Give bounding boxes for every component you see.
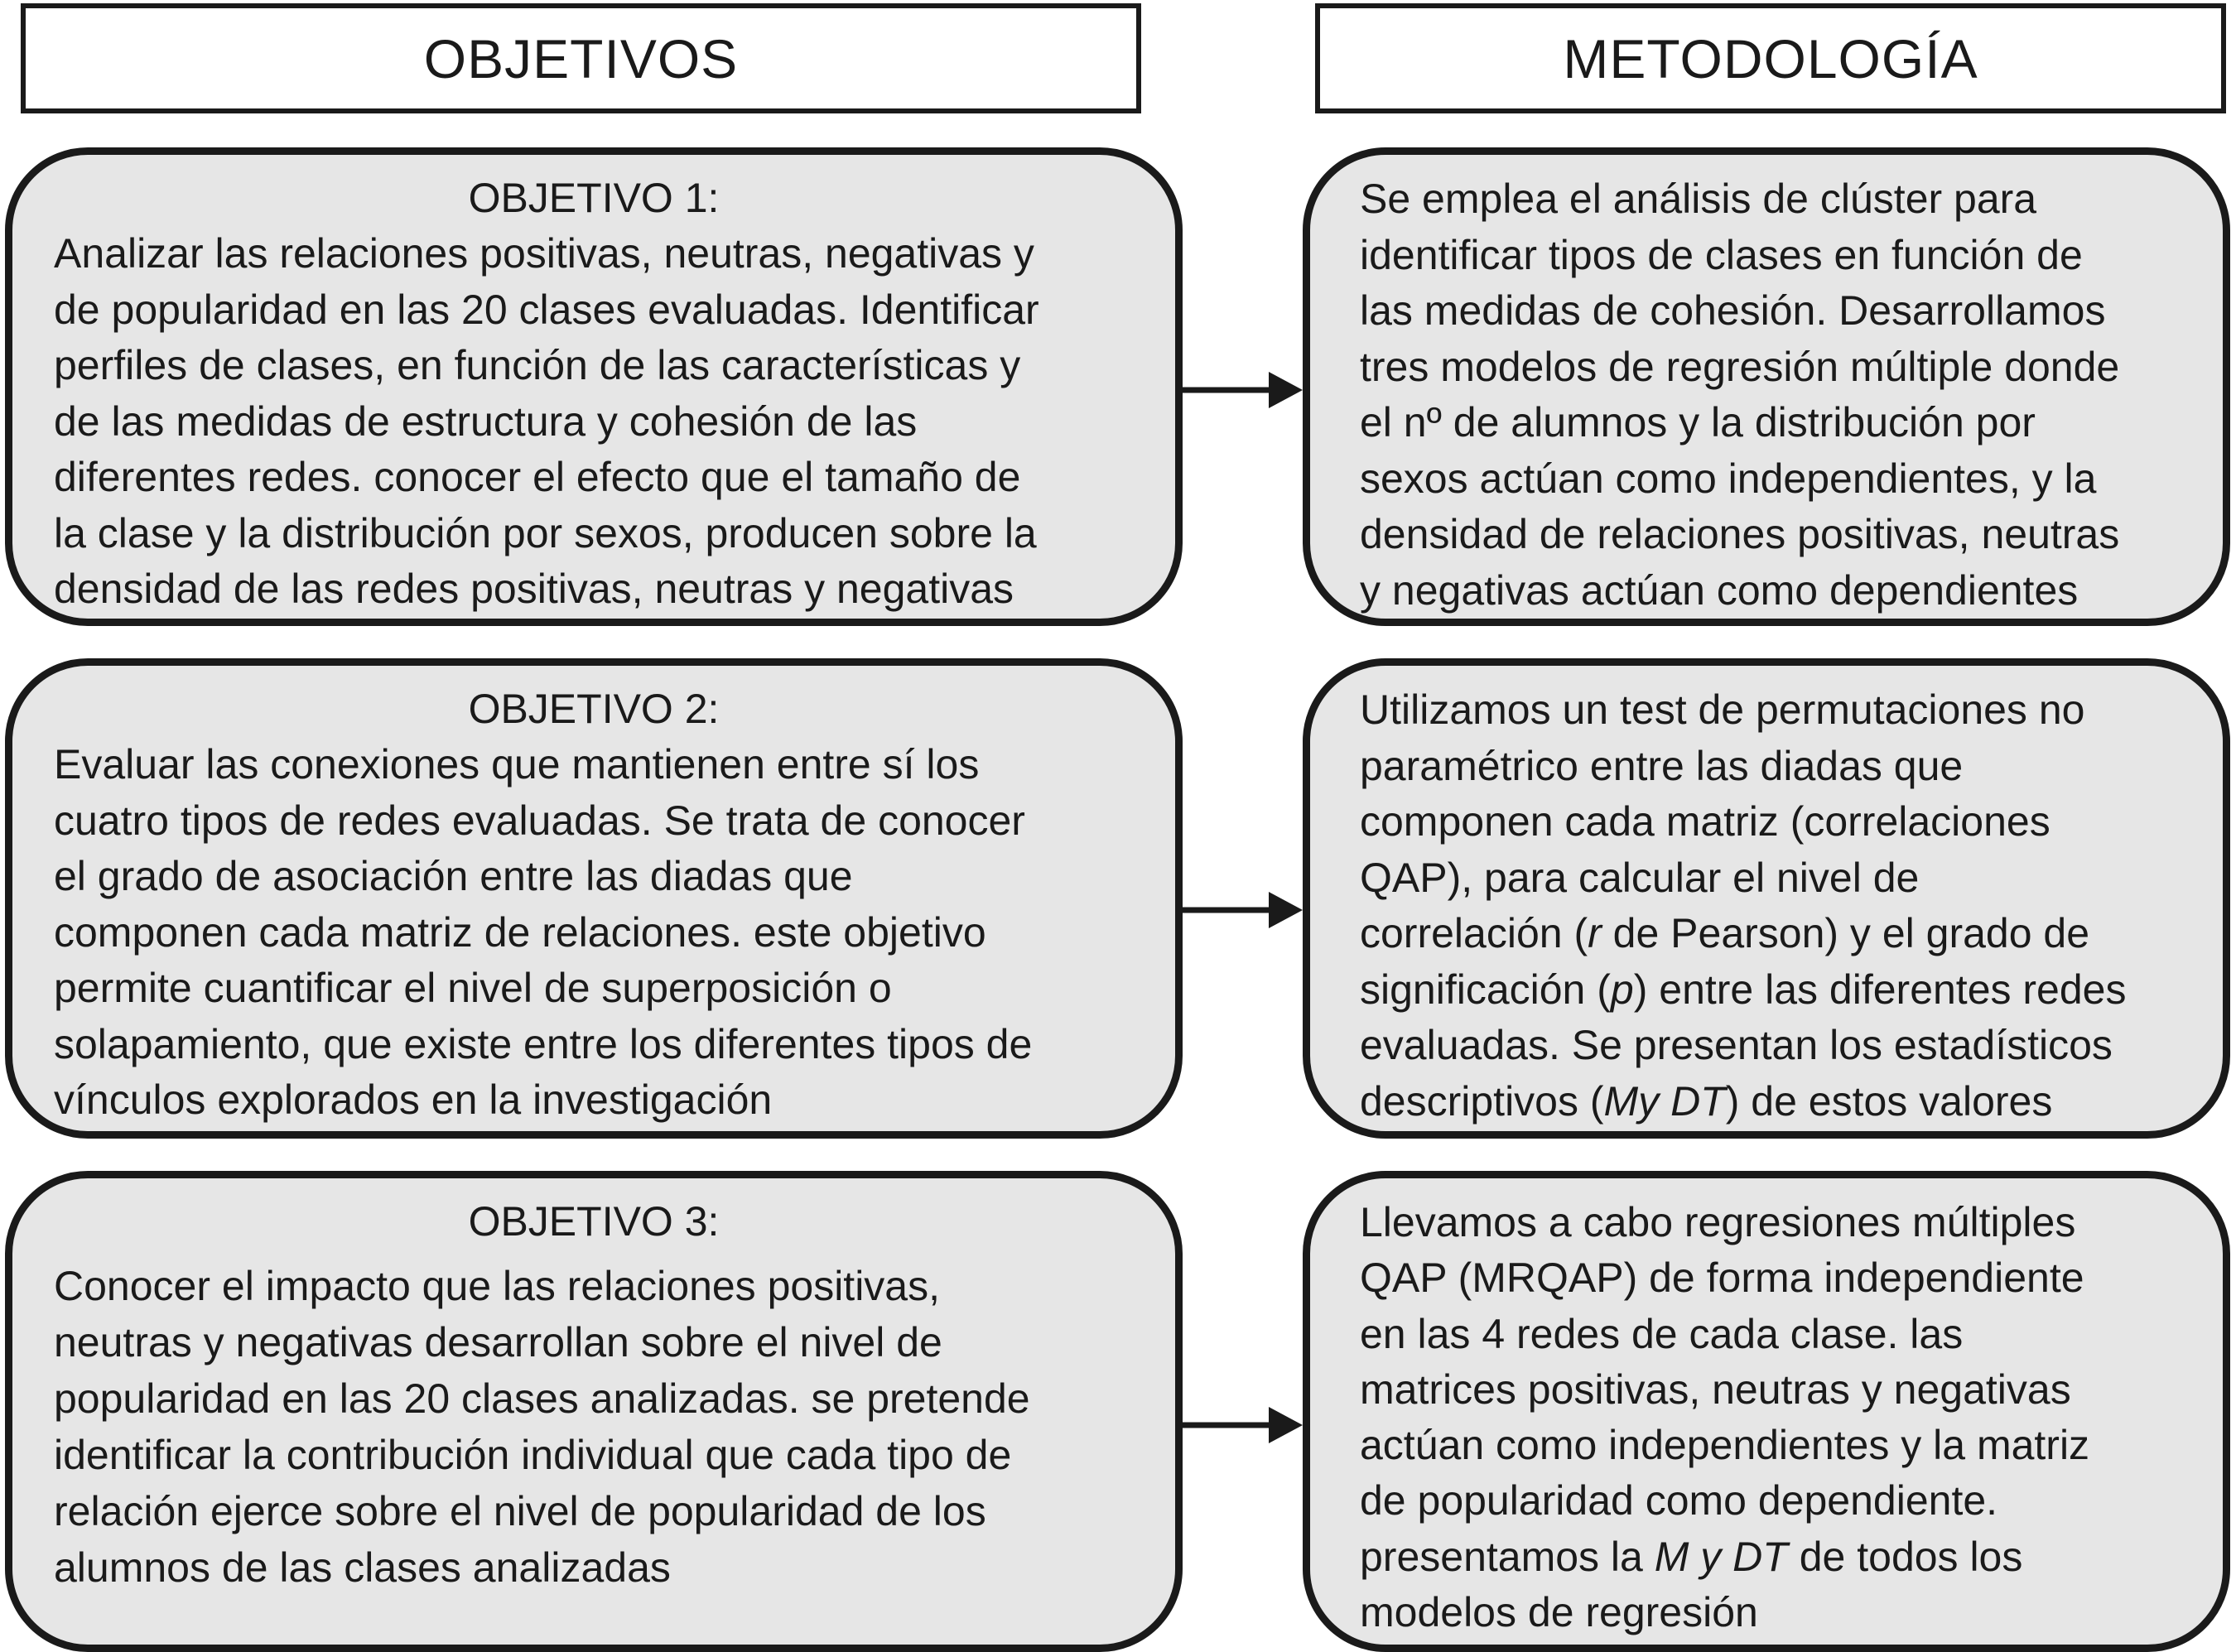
objective-2-text: Evaluar las conexiones que mantienen entre sí los cuatro tipos de redes evaluadas. Se trata de conocer el grado de asociación entre las diadas que componen cada matriz de relaciones. este objetivo permite cuantificar el nivel de superposición o solapamiento, que existe entre los diferentes tipos de vínculos explorados en la investigación xyxy=(54,741,1033,1123)
methodology-1-text: Se emplea el análisis de clúster para identificar tipos de clases en función de las medidas de cohesión. Desarrollamos tres modelos de regresión múltiple donde el nº de alumnos y la distribución por sexos actúan como independientes, y la densidad de relaciones positivas, neutras y negativas actúan como dependientes xyxy=(1360,176,2120,614)
methodology-2-text-a: Utilizamos un test de permutaciones no paramétrico entre las diadas que componen cada matriz (correlaciones QAP), para calcular el nivel de correlación ( xyxy=(1360,686,2085,956)
methodology-2-em-mdt: My DT xyxy=(1603,1077,1726,1125)
methodology-2-box xyxy=(1303,658,2230,1139)
methodology-1-box xyxy=(1303,147,2230,626)
objective-3-box xyxy=(5,1171,1183,1652)
methodology-3-text xyxy=(1360,1195,2208,1640)
objective-3-text: Conocer el impacto que las relaciones positivas, neutras y negativas desarrollan sobre el nivel de popularidad en las 20 clases analizadas. se pretende identificar la contribución individual que cada tipo de relación ejerce sobre el nivel de popularidad de los alumnos de las clases analizadas xyxy=(54,1263,1030,1591)
methodology-3-box xyxy=(1303,1171,2230,1652)
arrow-right-icon xyxy=(1183,885,1303,935)
objective-1-box xyxy=(5,147,1183,626)
objective-1-text: Analizar las relaciones positivas, neutras, negativas y de popularidad en las 20 clases evaluadas. Identificar perfiles de clases, en función de las características y de las medidas de estructura y cohesión de las diferentes redes. conocer el efecto que el tamaño de la clase y la distribución por sexos, producen sobre la densidad de las redes positivas, neutras y negativas xyxy=(54,230,1039,612)
methodology-2-text-c: ) entre las diferentes redes evaluadas. Se presentan los estadísticos descriptivos ( xyxy=(1360,966,2127,1125)
methodology-2-em-p: p xyxy=(1610,966,1634,1013)
methodology-2-text-d: ) de estos valores xyxy=(1725,1077,2053,1125)
objective-3-title: OBJETIVO 3: xyxy=(468,1198,720,1245)
objetivos-header: OBJETIVOS xyxy=(21,3,1141,113)
arrow-right-icon xyxy=(1183,365,1303,415)
objective-2-box xyxy=(5,658,1183,1139)
methodology-3-em-mdt: M y DT xyxy=(1654,1533,1788,1580)
methodology-2-text xyxy=(1360,682,2208,1129)
methodology-3-text-a: Llevamos a cabo regresiones múltiples QAP (MRQAP) de forma independiente en las 4 redes de cada clase. las matrices positivas, neutras y negativas actúan como independientes y la matriz de popularidad como dependiente. presentamos la xyxy=(1360,1199,2090,1580)
objective-1-title: OBJETIVO 1: xyxy=(468,175,720,221)
methodology-2-text-b: de Pearson) y el grado de significación ( xyxy=(1360,910,2090,1013)
methodology-2-em-r: r xyxy=(1588,910,1602,956)
arrow-right-icon xyxy=(1183,1400,1303,1450)
objective-2-title: OBJETIVO 2: xyxy=(468,686,720,732)
metodologia-header: METODOLOGÍA xyxy=(1315,3,2226,113)
methodology-3-text-b: de todos los modelos de regresión xyxy=(1360,1533,2023,1636)
